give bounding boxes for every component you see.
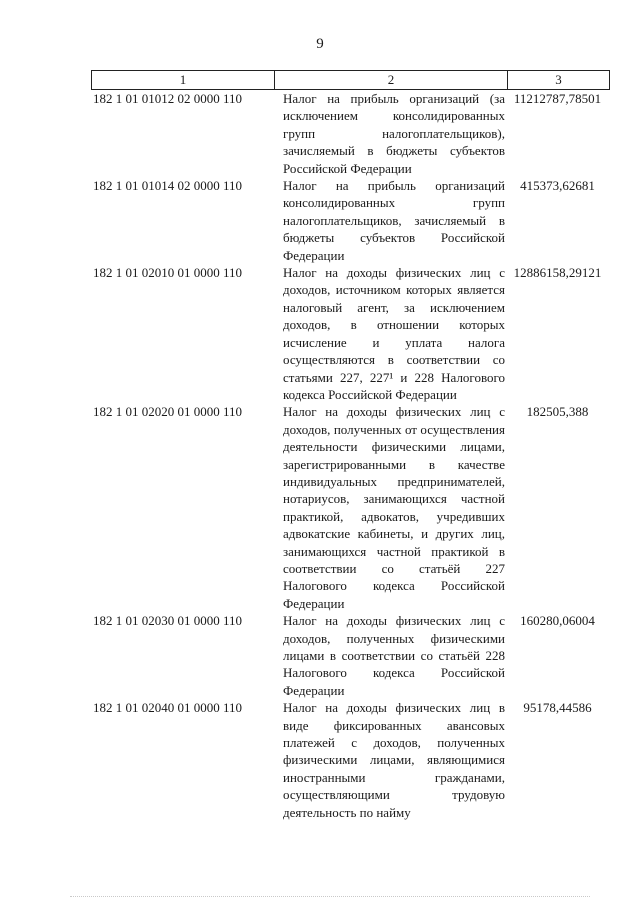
column-header-2: 2 xyxy=(275,71,508,89)
budget-classification-code: 182 1 01 02010 01 0000 110 xyxy=(93,265,243,281)
table-row xyxy=(91,699,610,821)
budget-classification-code: 182 1 01 02030 01 0000 110 xyxy=(93,613,243,629)
column-header-3: 3 xyxy=(555,72,562,87)
table-row xyxy=(91,612,610,699)
table-row xyxy=(91,403,610,612)
revenue-amount: 415373,62681 xyxy=(520,178,595,194)
revenue-name: Налог на доходы физических лиц в виде фиксированных авансовых платежей с доходов, полученных физическими лицами, являющимися иностранными гражданами, осуществляющими трудовую деятельность по найму xyxy=(283,700,505,820)
revenue-name: Налог на доходы физических лиц с доходов, полученных физическими лицами в соответствии со статьёй 228 Налогового кодекса Российской Федерации xyxy=(283,613,505,698)
revenue-amount: 95178,44586 xyxy=(523,700,592,716)
revenue-name: Налог на прибыль организаций (за исключением консолидированных групп налогоплательщиков), зачисляемый в бюджеты субъектов Российской Федерации xyxy=(283,91,505,176)
revenue-amount: 160280,06004 xyxy=(520,613,595,629)
page-number: 9 xyxy=(316,36,324,52)
revenue-name: Налог на доходы физических лиц с доходов, источником которых является налоговый агент, за исключением доходов, в отношении которых исчисление и уплата налога осуществляются в соответствии со статьями 227, 227¹ и 228 Налогового кодекса Российской Федерации xyxy=(283,265,505,402)
budget-classification-code: 182 1 01 02020 01 0000 110 xyxy=(93,404,243,420)
revenue-amount: 11212787,78501 xyxy=(513,91,602,106)
revenue-amount: 12886158,29121 xyxy=(513,265,602,281)
scan-edge-artifact xyxy=(70,896,590,897)
revenue-amount: 182505,388 xyxy=(526,404,589,420)
table-header-row xyxy=(91,70,610,90)
budget-classification-code: 182 1 01 01014 02 0000 110 xyxy=(93,178,243,194)
table-row xyxy=(91,264,610,403)
budget-classification-code: 182 1 01 01012 02 0000 110 xyxy=(93,91,243,106)
revenue-name: Налог на прибыль организаций консолидированных групп налогоплательщиков, зачисляемый в бюджеты субъектов Российской Федерации xyxy=(283,178,505,263)
budget-revenue-table xyxy=(91,70,610,821)
budget-classification-code: 182 1 01 02040 01 0000 110 xyxy=(93,700,243,716)
revenue-name: Налог на доходы физических лиц с доходов, полученных от осуществления деятельности физическими лицами, зарегистрированными в качестве индивидуальных предпринимателей, нотариусов, занимающихся частной практикой, адвокатов, учредивших адвокатские кабинеты, и других лиц, занимающихся частной практикой в соответствии со статьёй 227 Налогового кодекса Российской Федерации xyxy=(283,404,505,611)
table-row xyxy=(91,177,610,264)
table-row xyxy=(91,90,610,177)
column-header-1: 1 xyxy=(92,71,275,89)
